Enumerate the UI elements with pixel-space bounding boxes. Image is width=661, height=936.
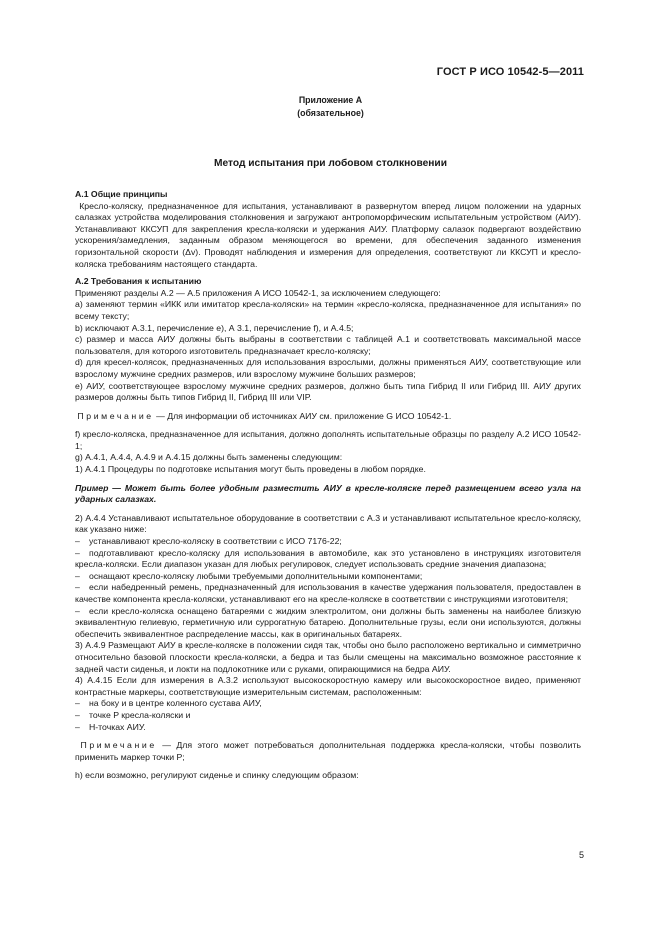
item-g2-bullet-5: – если кресло-коляска оснащено батареями с жидким электролитом, они должны быть заменены на наиболее близкую эквивалентную гелиевую, герметичную или суррогатную батарею. Дополнительные грузы, если они используются, должны обеспечить эквивалентное распределение массы, как в оригинальных батареях.: [75, 605, 581, 639]
note-2-text: — Для этого может потребоваться дополнительная поддержка кресла-коляски, чтобы позволить применить маркер точки P;: [75, 740, 581, 762]
document-body: [75, 189, 581, 782]
page-number: 5: [578, 850, 584, 860]
annex-status: (обязательное): [297, 108, 364, 118]
item-b: b) исключают А.3.1, перечисление е), А 3.1, перечисление f), и А.4.5;: [75, 322, 354, 333]
item-g: g) А.4.1, А.4.4, А.4.9 и А.4.15 должны быть заменены следующим:: [75, 452, 343, 463]
item-c: с) размер и масса АИУ должны быть выбраны в соответствии с таблицей А.1 и соответствовать максимальной массе пользователя, для которого изготовитель предназначает кресло-коляску;: [75, 334, 581, 356]
item-h: h) если возможно, регулируют сиденье и спинку следующим образом:: [75, 770, 359, 781]
example: Пример — Может быть более удобным разместить АИУ в кресле-коляске перед размещением всего узла на ударных салазках.: [75, 482, 581, 505]
note-1-label: Примечание: [77, 410, 154, 421]
item-g4-bullet-3: – H-точках АИУ.: [75, 721, 146, 732]
item-g2-bullet-2: – подготавливают кресло-коляску для использования в автомобиле, как это установлено в инструкциях изготовителя кресла-коляски. Если диапазон указан для любых регулировок, следует использовать средние значения диапазона;: [75, 547, 581, 570]
section-a2-heading: А.2 Требования к испытанию: [75, 276, 202, 287]
document-title: Метод испытания при лобовом столкновении: [214, 158, 447, 169]
item-g2: 2) А.4.4 Устанавливают испытательное оборудование в соответствии с А.3 и устанавливают испытательное кресло-коляску, как указано ниже:: [75, 512, 581, 535]
item-g2-bullet-3: – оснащают кресло-коляску любыми требуемыми дополнительными компонентами;: [75, 570, 423, 581]
note-2-label: Примечание: [80, 740, 157, 751]
section-a1-text: Кресло-коляску, предназначенное для испытания, устанавливают в развернутом вперед лицом положении на ударных салазках устройства моделирования столкновения и загружают антропоморфическим испытательным устройством (АИУ). Устанавливают ККСУП для закрепления кресла-коляски и удержания АИУ. Платформу салазок подвергают воздействию ускорения/замедления, заданным образом меняющегося во времени, для обеспечения заданного изменения горизонтальной скорости (Δv). Проводят наблюдения и измерения для определения, соответствуют ли ККСУП и кресло-коляска требованиям настоящего стандарта.: [75, 200, 581, 269]
item-f: f) кресло-коляска, предназначенное для испытания, должно дополнять испытательные образцы по разделу А.2 ИСО 10542-1;: [75, 429, 581, 451]
annex-title: Приложение А: [298, 95, 363, 105]
section-a2-intro: Применяют разделы А.2 — А.5 приложения А ИСО 10542-1, за исключением следующего:: [75, 287, 441, 298]
item-g3: 3) А.4.9 Размещают АИУ в кресле-коляске в положении сидя так, чтобы оно было расположено вертикально и симметрично относительно базовой плоскости кресла-коляски, а бедра и таз были смещены на максимально возможное расстояние к задней части сиденья, и локти на подлокотнике или с руками, опирающимися на бедра АИУ.: [75, 640, 581, 674]
item-g1: 1) А.4.1 Процедуры по подготовке испытания могут быть проведены в любом порядке.: [75, 464, 426, 475]
item-a: а) заменяют термин «ИКК или имитатор кресла-коляски» на термин «кресло-коляска, предназначенное для испытания» по всему тексту;: [75, 299, 581, 321]
item-g2-bullet-1: – устанавливают кресло-коляску в соответствии с ИСО 7176-22;: [75, 536, 342, 547]
item-g4: 4) А.4.15 Если для измерения в А.3.2 используют высокоскоростную камеру или высокоскоростное видео, применяют контрастные маркеры, соответствующие измерительным системам, расположенным:: [75, 675, 581, 697]
note-1-text: — Для информации об источниках АИУ см. приложение G ИСО 10542-1.: [153, 410, 452, 421]
item-g4-bullet-2: – точке P кресла-коляски и: [75, 709, 191, 720]
note-1: [75, 411, 581, 423]
section-a1-heading: А.1 Общие принципы: [75, 189, 168, 199]
item-d: d) для кресел-колясок, предназначенных для использования взрослыми, должны применяться АИУ, соответствующие или взрослому мужчине средних размеров, или взрослому мужчине больших размеров;: [75, 357, 581, 379]
note-2: [75, 740, 581, 763]
item-g2-bullet-4: – если набедренный ремень, предназначенный для использования в качестве удержания пользователя, предоставлен в качестве компонента кресла-коляски, устанавливают его на кресле-коляске в соответствии с инструкциями изготовителя;: [75, 582, 581, 604]
item-g4-bullet-1: – на боку и в центре коленного сустава АИУ,: [75, 698, 262, 709]
standard-header: ГОСТ Р ИСО 10542-5—2011: [436, 66, 584, 78]
item-e: е) АИУ, соответствующее взрослому мужчине средних размеров, должно быть типа Гибрид II или Гибрид III. АИУ других размеров должны быть типов Гибрид II, Гибрид III или VIP.: [75, 380, 581, 403]
